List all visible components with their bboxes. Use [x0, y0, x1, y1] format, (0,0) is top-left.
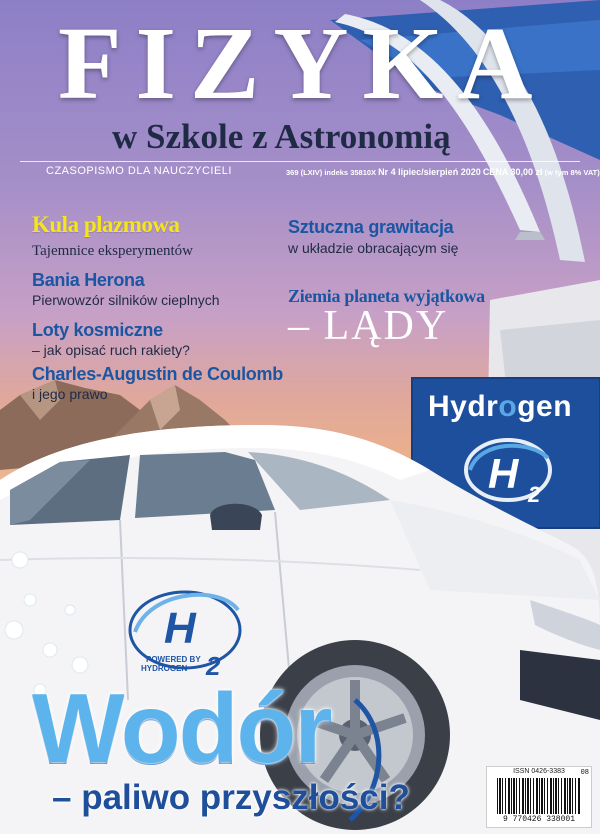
article-coulomb-title: Charles-Augustin de Coulomb	[32, 364, 283, 384]
masthead-divider	[20, 161, 580, 162]
article-coulomb-subtitle: i jego prawo	[32, 386, 108, 402]
sign-text-part1: Hydr	[428, 390, 499, 423]
article-grawitacja-subtitle: w układzie obracającym się	[288, 240, 459, 256]
article-ziemia-subtitle: – LĄDY	[288, 303, 449, 349]
magazine-tagline: CZASOPISMO DLA NAUCZYCIELI	[46, 165, 232, 177]
article-ziemia-title: Ziemia planeta wyjątkowa	[288, 286, 485, 306]
issue-vat: (w tym 8% VAT)	[544, 168, 600, 177]
article-grawitacja-title: Sztuczna grawitacja	[288, 217, 454, 237]
issue-index: 369 (LXIV) indeks 35810X	[286, 168, 377, 177]
barcode-bars	[497, 778, 581, 814]
sign-text-o: o	[498, 390, 518, 423]
magazine-title: FIZYKA	[58, 6, 547, 121]
article-bania-title: Bania Herona	[32, 270, 145, 290]
cover-headline: Wodór	[32, 673, 331, 783]
barcode-addon: 08	[580, 769, 589, 777]
article-loty-subtitle: – jak opisać ruch rakiety?	[32, 342, 190, 358]
sign-text-part2: gen	[517, 390, 573, 423]
car-logo-h: H	[164, 604, 196, 653]
cover-headline-sub: – paliwo przyszłości?	[52, 778, 410, 817]
issue-info	[286, 167, 600, 177]
issue-price: CENA 30,00 zł	[482, 167, 543, 177]
issue-number: Nr 4 lipiec/sierpień 2020	[378, 167, 481, 177]
station-sign-text	[428, 390, 572, 424]
article-bania-subtitle: Pierwowzór silników cieplnych	[32, 292, 220, 308]
car-logo-2: 2	[206, 651, 221, 681]
barcode-number: 9 770426 338001	[502, 815, 575, 824]
car-logo-hydrogen: HYDROGEN	[141, 664, 188, 673]
magazine-subtitle: w Szkole z Astronomią	[112, 117, 451, 156]
article-loty-title: Loty kosmiczne	[32, 320, 163, 340]
sign-logo-2: 2	[528, 482, 541, 507]
issn-text: ISSN 0426-3383	[513, 768, 565, 775]
car-logo-powered: POWERED BY	[146, 655, 201, 664]
article-kula-title: Kula plazmowa	[32, 212, 180, 237]
sign-logo-h: H	[488, 450, 519, 497]
barcode-box	[486, 766, 592, 828]
article-kula-subtitle: Tajemnice eksperymentów	[32, 243, 193, 259]
